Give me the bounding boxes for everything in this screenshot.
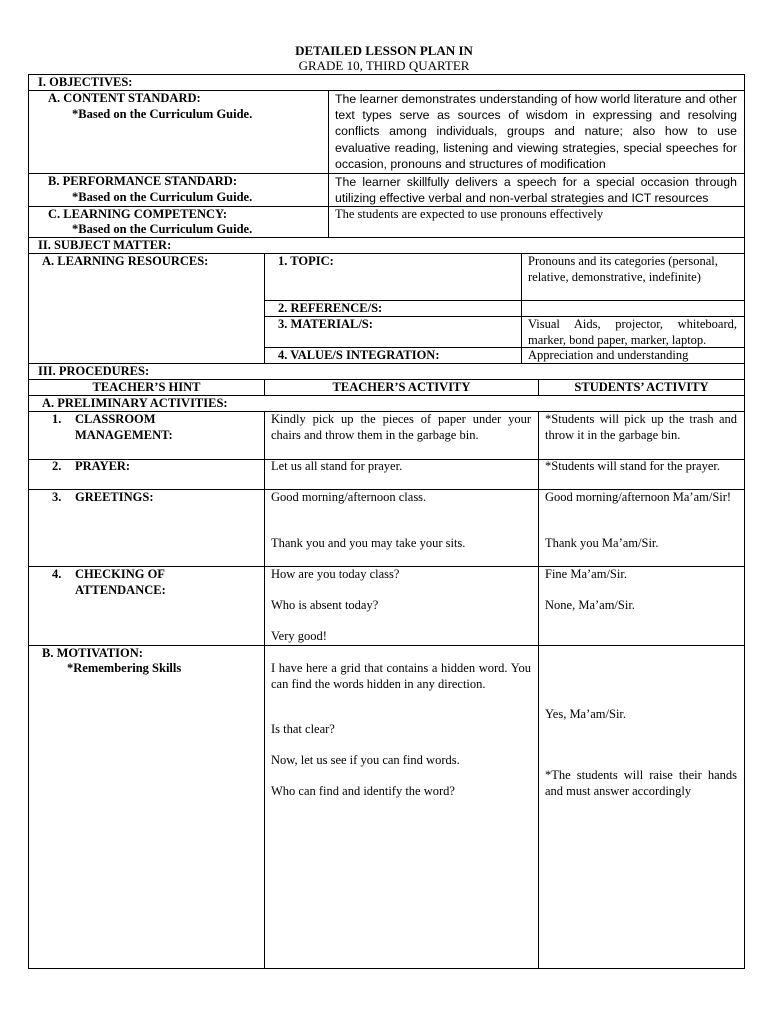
- motivation-students-line2: *The students will raise their hands and must answer accordingly: [545, 768, 737, 798]
- document-title: DETAILED LESSON PLAN IN: [295, 43, 473, 58]
- prayer-students-activity: *Students will stand for the prayer.: [545, 459, 720, 473]
- table-border-left: [28, 74, 29, 969]
- learning-competency-text: The students are expected to use pronouns effectively: [335, 207, 604, 221]
- topic-value: Pronouns and its categories (personal, relative, demonstrative, indefinite): [528, 254, 718, 284]
- prayer-teacher-activity: Let us all stand for prayer.: [271, 459, 403, 473]
- greetings-students-line1: Good morning/afternoon Ma’am/Sir!: [545, 490, 732, 504]
- learning-competency-note: *Based on the Curriculum Guide.: [72, 222, 253, 236]
- attendance-hint-line1: CHECKING OF: [75, 567, 165, 581]
- classroom-hint-number: 1.: [52, 412, 62, 426]
- classroom-hint-line1: CLASSROOM: [75, 412, 156, 426]
- motivation-label: B. MOTIVATION:: [42, 646, 143, 660]
- table-border-right: [744, 74, 745, 969]
- material-value: Visual Aids, projector, whiteboard, marker, bond paper, marker, laptop.: [528, 317, 737, 347]
- value-integration-label: 4. VALUE/S INTEGRATION:: [278, 348, 440, 362]
- attendance-teacher-line3: Very good!: [271, 629, 327, 643]
- content-standard-text: The learner demonstrates understanding of how world literature and other text types serve as sources of wisdom in expressing and resolving conflicts among individuals, groups and nature; also how to use evaluative reading, listening and viewing strategies, special speeches for occasion, pronouns and structures of modification: [335, 92, 737, 171]
- greetings-teacher-line1: Good morning/afternoon class.: [271, 490, 427, 504]
- motivation-teacher-line4: Who can find and identify the word?: [271, 784, 455, 798]
- attendance-students-line1: Fine Ma’am/Sir.: [545, 567, 627, 581]
- rule: [538, 411, 539, 969]
- motivation-note: *Remembering Skills: [67, 661, 182, 675]
- performance-standard-text: The learner skillfully delivers a speech for a special occasion through utilizing effective verbal and non-verbal strategies and ICT resources: [335, 175, 737, 206]
- performance-standard-note: *Based on the Curriculum Guide.: [72, 190, 253, 204]
- attendance-hint-number: 4.: [52, 567, 62, 581]
- column-header-students-activity: STUDENTS’ ACTIVITY: [574, 380, 709, 394]
- rule: [328, 90, 329, 238]
- document-subtitle: GRADE 10, THIRD QUARTER: [298, 58, 470, 73]
- motivation-teacher-line3: Now, let us see if you can find words.: [271, 753, 460, 767]
- rule: [264, 411, 265, 969]
- preliminary-activities-label: A. PRELIMINARY ACTIVITIES:: [42, 396, 228, 410]
- classroom-students-activity: *Students will pick up the trash and throw it in the garbage bin.: [545, 412, 737, 442]
- learning-competency-label: C. LEARNING COMPETENCY:: [48, 207, 228, 221]
- subject-matter-heading: II. SUBJECT MATTER:: [38, 238, 172, 252]
- motivation-teacher-line1: I have here a grid that contains a hidden word. You can find the words hidden in any direction.: [271, 661, 531, 691]
- performance-standard-label: B. PERFORMANCE STANDARD:: [48, 174, 238, 188]
- prayer-hint-number: 2.: [52, 459, 62, 473]
- motivation-students-line1: Yes, Ma’am/Sir.: [545, 707, 627, 721]
- rule: [264, 253, 265, 364]
- classroom-teacher-activity: Kindly pick up the pieces of paper under your chairs and throw them in the garbage bin.: [271, 412, 531, 442]
- objectives-heading: I. OBJECTIVES:: [38, 75, 133, 89]
- column-header-teacher-activity: TEACHER’S ACTIVITY: [332, 380, 471, 394]
- rule: [521, 253, 522, 364]
- attendance-teacher-line1: How are you today class?: [271, 567, 400, 581]
- motivation-teacher-line2: Is that clear?: [271, 722, 335, 736]
- greetings-hint-number: 3.: [52, 490, 62, 504]
- value-integration-value: Appreciation and understanding: [528, 348, 689, 362]
- column-header-teacher-hint: TEACHER’S HINT: [92, 380, 201, 394]
- content-standard-label: A. CONTENT STANDARD:: [48, 91, 201, 105]
- prayer-hint: PRAYER:: [75, 459, 131, 473]
- learning-resources-label: A. LEARNING RESOURCES:: [42, 254, 209, 268]
- greetings-hint: GREETINGS:: [75, 490, 154, 504]
- attendance-teacher-line2: Who is absent today?: [271, 598, 379, 612]
- attendance-students-line2: None, Ma’am/Sir.: [545, 598, 635, 612]
- procedures-heading: III. PROCEDURES:: [38, 364, 150, 378]
- reference-label: 2. REFERENCE/S:: [278, 301, 383, 315]
- table-border-top: [28, 74, 745, 75]
- material-label: 3. MATERIAL/S:: [278, 317, 373, 331]
- topic-label: 1. TOPIC:: [278, 254, 334, 268]
- table-border-bottom: [28, 968, 745, 969]
- classroom-hint-line2: MANAGEMENT:: [75, 428, 173, 442]
- greetings-teacher-line2: Thank you and you may take your sits.: [271, 536, 466, 550]
- content-standard-note: *Based on the Curriculum Guide.: [72, 107, 253, 121]
- greetings-students-line2: Thank you Ma’am/Sir.: [545, 536, 659, 550]
- attendance-hint-line2: ATTENDANCE:: [75, 583, 166, 597]
